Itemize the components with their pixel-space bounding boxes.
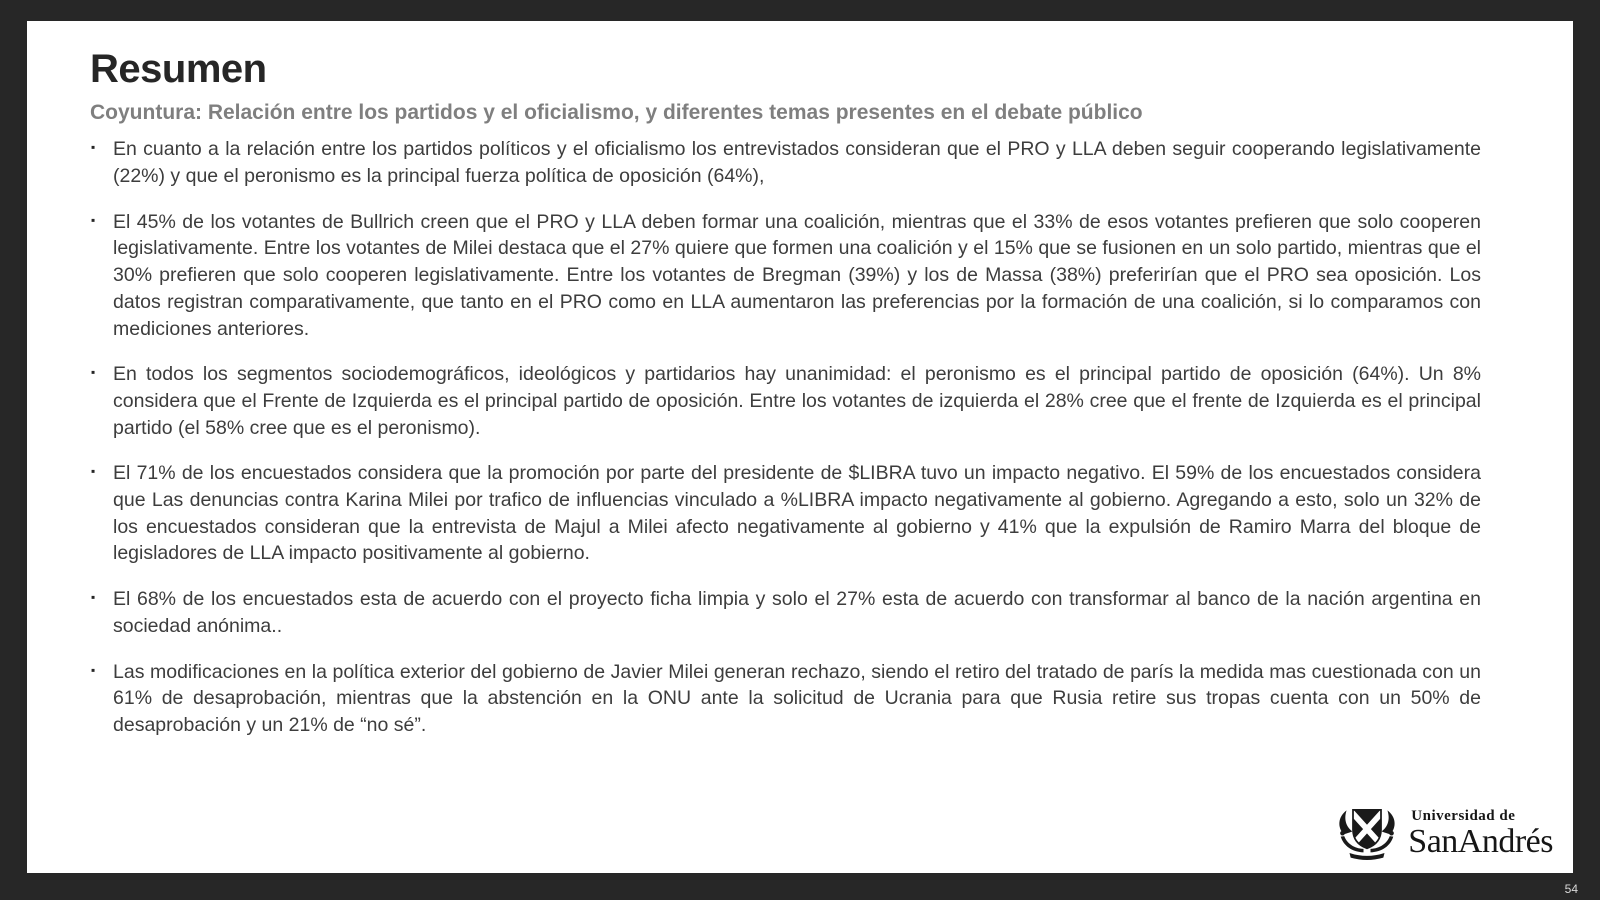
bullet-text: El 45% de los votantes de Bullrich creen que el PRO y LLA deben formar una coalición, mientras que el 33% de esos votantes prefieren que solo cooperen legislativamente. Entre los votantes de Milei destaca que el 27% quiere que formen una coalición y el 15% que se fusionen en un solo partido, mientras que el 30% prefieren que solo cooperen legislativamente. Entre los votantes de Bregman (39%) y los de Massa (38%) preferirían que el PRO sea oposición. Los datos registran comparativamente, que tanto en el PRO como en LLA aumentaron las preferencias por la formación de una coalición, si lo comparamos con mediciones anteriores. <box>113 210 1481 340</box>
bullet-icon: ▪ <box>91 662 96 677</box>
bullet-text: En cuanto a la relación entre los partidos políticos y el oficialismo los entrevistados consideran que el PRO y LLA deben seguir cooperando legislativamente (22%) y que el peronismo es la principal fuerza política de oposición (64%), <box>113 138 1481 187</box>
bullet-text: Las modificaciones en la política exterior del gobierno de Javier Milei generan rechazo, siendo el retiro del tratado de parís la medida mas cuestionada con un 61% de desaprobación, mientras que la abstención en la ONU ante la solicitud de Ucrania para que Rusia retire sus tropas cuenta con un 50% de desaprobación y un 21% de “no sé”. <box>113 660 1481 736</box>
slide-content <box>27 21 1573 739</box>
slide-subtitle: Coyuntura: Relación entre los partidos y el oficialismo, y diferentes temas presentes en el debate público <box>90 101 1143 124</box>
bullet-icon: ▪ <box>91 590 96 605</box>
bullet-item <box>90 586 1481 639</box>
slide-canvas <box>27 21 1573 873</box>
bullet-item <box>90 460 1481 567</box>
bullet-text: El 71% de los encuestados considera que la promoción por parte del presidente de $LIBRA tuvo un impacto negativo. El 59% de los encuestados considera que Las denuncias contra Karina Milei por trafico de influencias vinculado a %LIBRA impacto negativamente al gobierno. Agregando a esto, solo un 32% de los encuestados consideran que la entrevista de Majul a Milei afecto negativamente al gobierno y 41% que la expulsión de Ramiro Marra del bloque de legisladores de LLA impacto positivamente al gobierno. <box>113 462 1481 565</box>
page-title: Resumen <box>90 47 267 91</box>
bullet-text: En todos los segmentos sociodemográficos, ideológicos y partidarios hay unanimidad: el peronismo es el principal partido de oposición (64%). Un 8% considera que el Frente de Izquierda es el principal partido de oposición. Entre los votantes de izquierda el 28% cree que el frente de Izquierda es el principal partido (el 58% cree que es el peronismo). <box>113 363 1481 439</box>
bullet-list <box>90 136 1481 738</box>
bullet-text: El 68% de los encuestados esta de acuerdo con el proyecto ficha limpia y solo el 27% esta de acuerdo con transformar al banco de la nación argentina en sociedad anónima.. <box>113 588 1481 637</box>
university-crest-icon <box>1332 802 1402 867</box>
logo-line-2: SanAndrés <box>1408 823 1553 861</box>
bullet-icon: ▪ <box>91 365 96 380</box>
bullet-item <box>90 659 1481 739</box>
bullet-icon: ▪ <box>91 140 96 155</box>
bullet-item <box>90 209 1481 343</box>
page-number: 54 <box>1564 882 1578 896</box>
university-logo-text <box>1408 809 1553 860</box>
university-logo <box>1332 802 1553 867</box>
bullet-icon: ▪ <box>91 464 96 479</box>
bullet-item <box>90 136 1481 189</box>
bullet-icon: ▪ <box>91 212 96 227</box>
bullet-item <box>90 361 1481 441</box>
logo-line-1: Universidad de <box>1411 808 1516 825</box>
